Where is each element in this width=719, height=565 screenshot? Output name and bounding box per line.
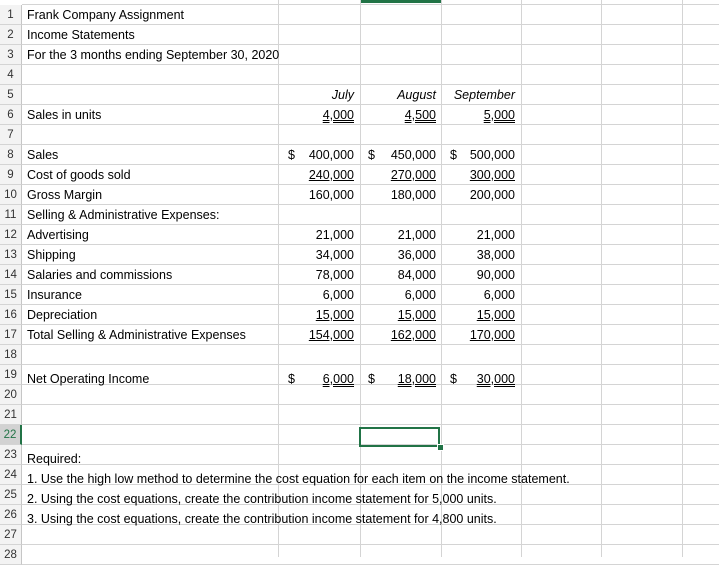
row-header[interactable]: 27 [0, 525, 22, 545]
row-label[interactable]: Selling & Administrative Expenses: [27, 208, 220, 222]
cell-value: 84,000 [397, 268, 436, 282]
row-header[interactable]: 3 [0, 45, 22, 65]
sales-units-august[interactable]: 4,500 [404, 108, 436, 122]
cell-value: 170,000 [469, 328, 515, 342]
value-cell[interactable] [360, 185, 436, 205]
row-header[interactable]: 22 [0, 425, 22, 445]
fill-handle[interactable] [437, 444, 444, 451]
cell-value: 90,000 [476, 268, 515, 282]
sales-units-label[interactable]: Sales in units [27, 108, 102, 122]
value-cell[interactable] [360, 285, 436, 305]
noi-label[interactable]: Net Operating Income [27, 372, 150, 386]
cell-value: 21,000 [315, 228, 354, 242]
value-cell[interactable] [278, 325, 354, 345]
value-cell[interactable] [278, 185, 354, 205]
row-label[interactable]: Total Selling & Administrative Expenses [27, 328, 246, 342]
currency-symbol: $ [450, 372, 457, 386]
noi-august[interactable] [360, 369, 436, 389]
row-label[interactable]: Insurance [27, 288, 82, 302]
noi-september[interactable] [441, 369, 515, 389]
cell-value: 15,000 [315, 308, 354, 322]
row-header[interactable]: 15 [0, 285, 22, 305]
value-cell[interactable] [278, 225, 354, 245]
cell-value: 34,000 [315, 248, 354, 262]
instruction-3[interactable]: 3. Using the cost equations, create the contribution income statement for 4,800 units. [27, 512, 497, 526]
month-header-august[interactable]: August [397, 88, 436, 102]
cell-value: 450,000 [390, 148, 436, 162]
row-header[interactable]: 20 [0, 385, 22, 405]
active-cell-selection[interactable] [359, 427, 440, 447]
cell-value: 180,000 [390, 188, 436, 202]
row-header[interactable]: 7 [0, 125, 22, 145]
cell-value: 200,000 [469, 188, 515, 202]
row-label[interactable]: Shipping [27, 248, 76, 262]
value-cell[interactable] [278, 265, 354, 285]
value-cell[interactable] [441, 285, 515, 305]
row-header[interactable]: 4 [0, 65, 22, 85]
value-cell[interactable] [360, 265, 436, 285]
title-cell[interactable]: Frank Company Assignment [27, 8, 185, 22]
cell-value: 36,000 [397, 248, 436, 262]
row-header[interactable]: 18 [0, 345, 22, 365]
row-header[interactable]: 24 [0, 465, 22, 485]
cell-value: 160,000 [308, 188, 354, 202]
subtitle-cell[interactable]: Income Statements [27, 28, 135, 42]
value-cell[interactable] [441, 185, 515, 205]
row-header[interactable]: 14 [0, 265, 22, 285]
row-header[interactable]: 2 [0, 25, 22, 45]
noi-july[interactable] [278, 369, 354, 389]
currency-symbol: $ [368, 148, 375, 162]
required-label[interactable]: Required: [27, 452, 82, 466]
instruction-2[interactable]: 2. Using the cost equations, create the contribution income statement for 5,000 units. [27, 492, 497, 506]
row-header[interactable]: 1 [0, 5, 22, 25]
row-header[interactable]: 9 [0, 165, 22, 185]
month-header-july[interactable]: July [331, 88, 354, 102]
value-cell[interactable] [278, 145, 354, 165]
value-cell[interactable] [360, 145, 436, 165]
selected-column-indicator [361, 0, 441, 3]
row-label[interactable]: Cost of goods sold [27, 168, 131, 182]
cell-value: 162,000 [390, 328, 436, 342]
currency-symbol: $ [368, 372, 375, 386]
value-cell[interactable] [360, 225, 436, 245]
value-cell[interactable] [441, 325, 515, 345]
cell-value: 6,000 [322, 288, 354, 302]
row-header[interactable]: 23 [0, 445, 22, 465]
row-header[interactable]: 17 [0, 325, 22, 345]
value-cell[interactable] [278, 305, 354, 325]
row-header[interactable]: 13 [0, 245, 22, 265]
row-gridline [22, 424, 719, 425]
value-cell[interactable] [360, 325, 436, 345]
cell-value: 300,000 [469, 168, 515, 182]
cell-value: 154,000 [308, 328, 354, 342]
row-label[interactable]: Sales [27, 148, 59, 162]
row-label[interactable]: Salaries and commissions [27, 268, 173, 282]
row-header[interactable]: 28 [0, 545, 22, 565]
value-cell[interactable] [441, 145, 515, 165]
row-label[interactable]: Depreciation [27, 308, 98, 322]
currency-symbol: $ [450, 148, 457, 162]
value-cell[interactable] [360, 245, 436, 265]
row-label[interactable]: Advertising [27, 228, 89, 242]
cell-value: 78,000 [315, 268, 354, 282]
value-cell[interactable] [441, 165, 515, 185]
cell-value: 21,000 [397, 228, 436, 242]
row-header[interactable]: 12 [0, 225, 22, 245]
row-gridline [22, 404, 719, 405]
cell-value: 500,000 [469, 148, 515, 162]
row-label[interactable]: Gross Margin [27, 188, 103, 202]
value-cell[interactable] [441, 265, 515, 285]
value-cell[interactable] [278, 245, 354, 265]
cell-value: 400,000 [308, 148, 354, 162]
row-header[interactable]: 8 [0, 145, 22, 165]
sales-units-july[interactable]: 4,000 [322, 108, 354, 122]
row-header[interactable]: 11 [0, 205, 22, 225]
row-header[interactable]: 25 [0, 485, 22, 505]
cell-value: 15,000 [397, 308, 436, 322]
row-header[interactable]: 5 [0, 85, 22, 105]
cell-value: 6,000 [483, 288, 515, 302]
noi-value: 6,000 [322, 372, 354, 386]
value-cell[interactable] [441, 225, 515, 245]
cell-value: 15,000 [476, 308, 515, 322]
value-cell[interactable] [441, 245, 515, 265]
cell-value: 6,000 [404, 288, 436, 302]
row-gridline [22, 364, 719, 365]
instruction-1[interactable]: 1. Use the high low method to determine the cost equation for each item on the income statement. [27, 472, 570, 486]
period-cell[interactable]: For the 3 months ending September 30, 2020 [27, 48, 280, 62]
month-header-september[interactable]: September [453, 88, 515, 102]
value-cell[interactable] [441, 305, 515, 325]
currency-symbol: $ [288, 148, 295, 162]
row-header[interactable]: 16 [0, 305, 22, 325]
noi-value: 30,000 [476, 372, 515, 386]
cell-value: 21,000 [476, 228, 515, 242]
cell-value: 270,000 [390, 168, 436, 182]
currency-symbol: $ [288, 372, 295, 386]
sales-units-september[interactable]: 5,000 [483, 108, 515, 122]
row-header[interactable]: 10 [0, 185, 22, 205]
value-cell[interactable] [360, 165, 436, 185]
row-header[interactable]: 26 [0, 505, 22, 525]
noi-value: 18,000 [397, 372, 436, 386]
value-cell[interactable] [278, 285, 354, 305]
cell-value: 38,000 [476, 248, 515, 262]
row-header[interactable]: 19 [0, 365, 22, 385]
row-gridline [22, 464, 719, 465]
value-cell[interactable] [360, 305, 436, 325]
row-gridline [22, 544, 719, 545]
row-header[interactable]: 6 [0, 105, 22, 125]
value-cell[interactable] [278, 165, 354, 185]
cell-value: 240,000 [308, 168, 354, 182]
row-header[interactable]: 21 [0, 405, 22, 425]
